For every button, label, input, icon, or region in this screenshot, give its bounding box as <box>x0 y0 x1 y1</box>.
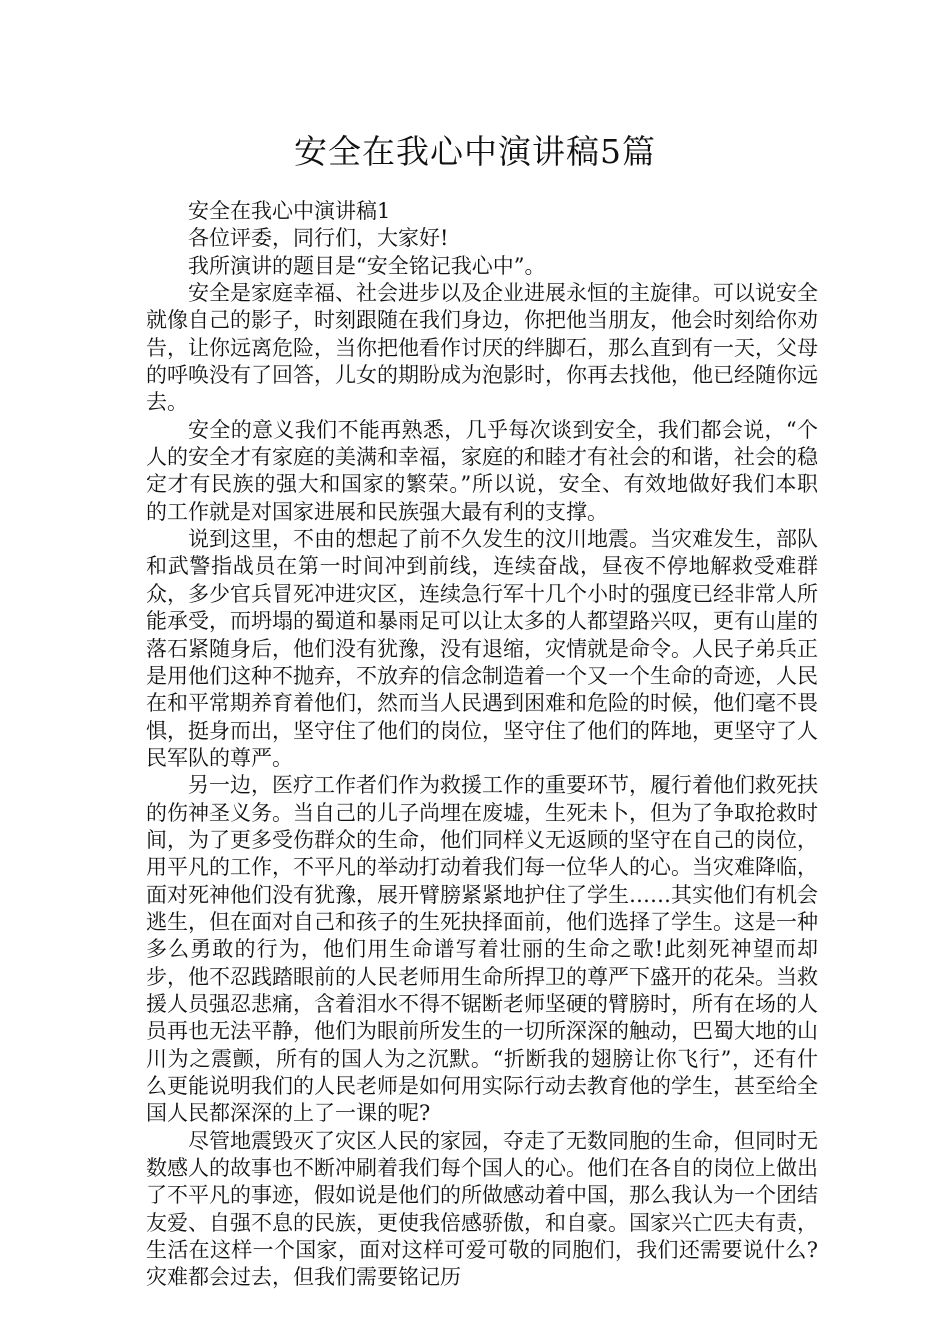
paragraph-body: 说到这里，不由的想起了前不久发生的汶川地震。当灾难发生，部队和武警指战员在第一时间冲到前线，连续奋战，昼夜不停地解救受难群众，多少官兵冒死冲进灾区，连续急行军十几个小时的强度已经非常人所能承受，而坍塌的蜀道和暴雨足可以让太多的人都望路兴叹，更有山崖的落石紧随身后，他们没有犹豫，没有退缩，灾情就是命令。人民子弟兵正是用他们这种不抛弃，不放弃的信念制造着一个又一个生命的奇迹，人民在和平常期养育着他们，然而当人民遇到困难和危险的时候，他们毫不畏惧，挺身而出，坚守住了他们的岗位，坚守住了他们的阵地，更坚守了人民军队的尊严。 <box>146 527 818 770</box>
paragraph-body: 安全的意义我们不能再熟悉，几乎每次谈到安全，我们都会说，“个人的安全才有家庭的美满和幸福，家庭的和睦才有社会的和谐，社会的稳定才有民族的强大和国家的繁荣。”所以说，安全、有效地做好我们本职的工作就是对国家进展和民族强大最有利的支撑。 <box>146 417 818 524</box>
paragraph-greeting: 各位评委，同行们，大家好! <box>188 226 449 251</box>
paragraph-body: 另一边，医疗工作者们作为救援工作的重要环节，履行着他们救死扶的伤神圣义务。当自己的儿子尚埋在废墟，生死未卜，但为了争取抢救时间，为了更多受伤群众的生命，他们同样义无返顾的坚守在自己的岗位，用平凡的工作，不平凡的举动打动着我们每一位华人的心。当灾难降临，面对死神他们没有犹豫，展开臂膀紧紧地护住了学生……其实他们有机会逃生，但在面对自己和孩子的生死抉择面前，他们选择了学生。这是一种多么勇敢的行为，他们用生命谱写着壮丽的生命之歌!此刻死神望而却步，他不忍践踏眼前的人民老师用生命所捍卫的尊严下盛开的花朵。当救援人员强忍悲痛，含着泪水不得不锯断老师坚硬的臂膀时，所有在场的人员再也无法平静，他们为眼前所发生的一切所深深的触动，巴蜀大地的山川为之震颤，所有的国人为之沉默。“折断我的翅膀让你飞行”，还有什么更能说明我们的人民老师是如何用实际行动去教育他的学生，甚至给全国人民都深深的上了一课的呢? <box>146 773 818 1126</box>
document-body <box>146 198 818 1292</box>
paragraph-subtitle: 安全在我心中演讲稿1 <box>188 199 391 223</box>
paragraph-body: 安全是家庭幸福、社会进步以及企业进展永恒的主旋律。可以说安全就像自己的影子，时刻跟随在我们身边，你把他当朋友，他会时刻给你劝告，让你远离危险，当你把他看作讨厌的绊脚石，那么直到有一天，父母的呼唤没有了回答，儿女的期盼成为泡影时，你再去找他，他已经随你远去。 <box>146 281 818 415</box>
document-title: 安全在我心中演讲稿5篇 <box>294 132 656 171</box>
paragraph-body: 尽管地震毁灭了灾区人民的家园，夺走了无数同胞的生命，但同时无数感人的故事也不断冲刷着我们每个国人的心。他们在各自的岗位上做出了不平凡的事迹，假如说是他们的所做感动着中国，那么我认为一个团结友爱、自强不息的民族，更使我倍感骄傲，和自豪。国家兴亡匹夫有责，生活在这样一个国家，面对这样可爱可敬的同胞们，我们还需要说什么?灾难都会过去，但我们需要铭记历 <box>146 1128 818 1290</box>
paragraph-topic: 我所演讲的题目是“安全铭记我心中”。 <box>188 253 546 278</box>
